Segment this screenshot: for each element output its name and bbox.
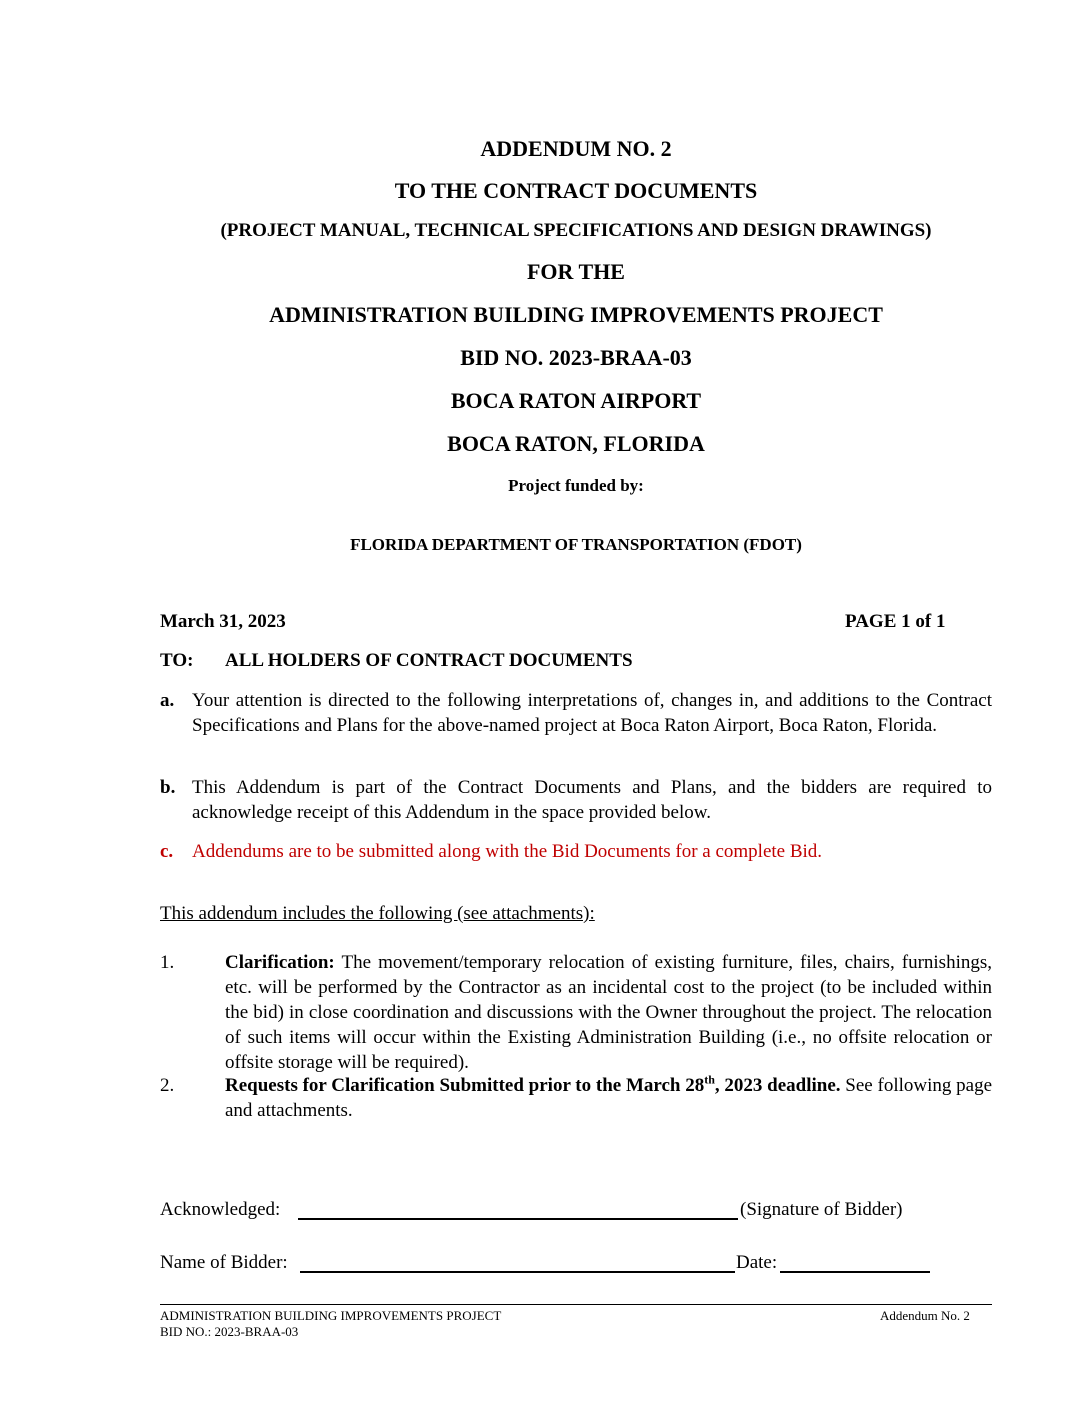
signature-of-bidder-label: (Signature of Bidder)	[740, 1199, 903, 1220]
item-2-number: 2.	[160, 1075, 175, 1096]
document-date: March 31, 2023	[160, 611, 286, 632]
for-the-heading: FOR THE	[526, 259, 625, 284]
paragraph-a	[160, 688, 992, 738]
paragraph-a-letter: a.	[160, 690, 175, 711]
date-field[interactable]	[780, 1271, 930, 1273]
name-of-bidder-field[interactable]	[300, 1271, 735, 1273]
page-indicator: PAGE 1 of 1	[845, 611, 946, 632]
includes-heading: This addendum includes the following (see attachments):	[160, 903, 595, 924]
footer-divider	[160, 1304, 992, 1305]
paragraph-c-letter: c.	[160, 841, 174, 862]
item-2-superscript: th	[704, 1072, 715, 1087]
footer-addendum-number: Addendum No. 2	[880, 1308, 970, 1323]
acknowledged-label: Acknowledged:	[160, 1199, 281, 1220]
documents-subtitle: (PROJECT MANUAL, TECHNICAL SPECIFICATIONS AND DESIGN DRAWINGS)	[220, 220, 932, 241]
signature-field[interactable]	[298, 1218, 738, 1220]
item-2-text	[225, 1073, 992, 1123]
footer-project-name: ADMINISTRATION BUILDING IMPROVEMENTS PROJECT	[160, 1308, 502, 1323]
airport-heading: BOCA RATON AIRPORT	[450, 388, 702, 413]
location-heading: BOCA RATON, FLORIDA	[447, 431, 705, 456]
bid-number-heading: BID NO. 2023-BRAA-03	[460, 345, 692, 370]
name-of-bidder-label: Name of Bidder:	[160, 1252, 288, 1273]
paragraph-c	[160, 839, 992, 864]
contract-documents-heading: TO THE CONTRACT DOCUMENTS	[394, 178, 758, 203]
to-label: TO:	[160, 650, 194, 671]
date-label: Date:	[736, 1252, 778, 1273]
paragraph-c-text: Addendums are to be submitted along with the Bid Documents for a complete Bid.	[192, 841, 823, 862]
item-2-body: See following page and attachments.	[225, 1075, 992, 1121]
paragraph-b-text: This Addendum is part of the Contract Documents and Plans, and the bidders are required to acknowledge receipt of this Addendum in the space provided below.	[192, 777, 992, 823]
to-recipients: ALL HOLDERS OF CONTRACT DOCUMENTS	[225, 650, 633, 671]
item-1-body: The movement/temporary relocation of existing furniture, files, chairs, furnishings, etc. will be performed by the Contractor as an incidental cost to the project (to be included within the bid) in close coordination and discussions with the Owner throughout the project. The relocation of such items will occur within the Existing Administration Building (i.e., no offsite relocation or offsite storage will be required).	[225, 952, 992, 1073]
item-2-bold-label-b: , 2023 deadline.	[714, 1075, 841, 1096]
funder-name: FLORIDA DEPARTMENT OF TRANSPORTATION (FDOT)	[350, 535, 802, 554]
paragraph-b	[160, 775, 992, 825]
paragraph-b-letter: b.	[160, 777, 176, 798]
item-1-bold-label: Clarification:	[225, 952, 335, 973]
item-2-bold-label-a: Requests for Clarification Submitted prior to the March 28	[225, 1075, 705, 1096]
item-2	[160, 1073, 992, 1123]
item-1-text	[225, 950, 992, 1075]
addendum-title: ADDENDUM NO. 2	[480, 136, 672, 161]
footer-bid-number: BID NO.: 2023-BRAA-03	[160, 1324, 299, 1339]
item-1-number: 1.	[160, 952, 175, 973]
item-1	[160, 950, 992, 1075]
paragraph-a-text: Your attention is directed to the following interpretations of, changes in, and additions to the Contract Specifications and Plans for the above-named project at Boca Raton Airport, Boca Raton, Florida.	[192, 690, 992, 736]
project-name-heading: ADMINISTRATION BUILDING IMPROVEMENTS PROJECT	[269, 302, 883, 327]
funded-by-label: Project funded by:	[508, 476, 644, 495]
